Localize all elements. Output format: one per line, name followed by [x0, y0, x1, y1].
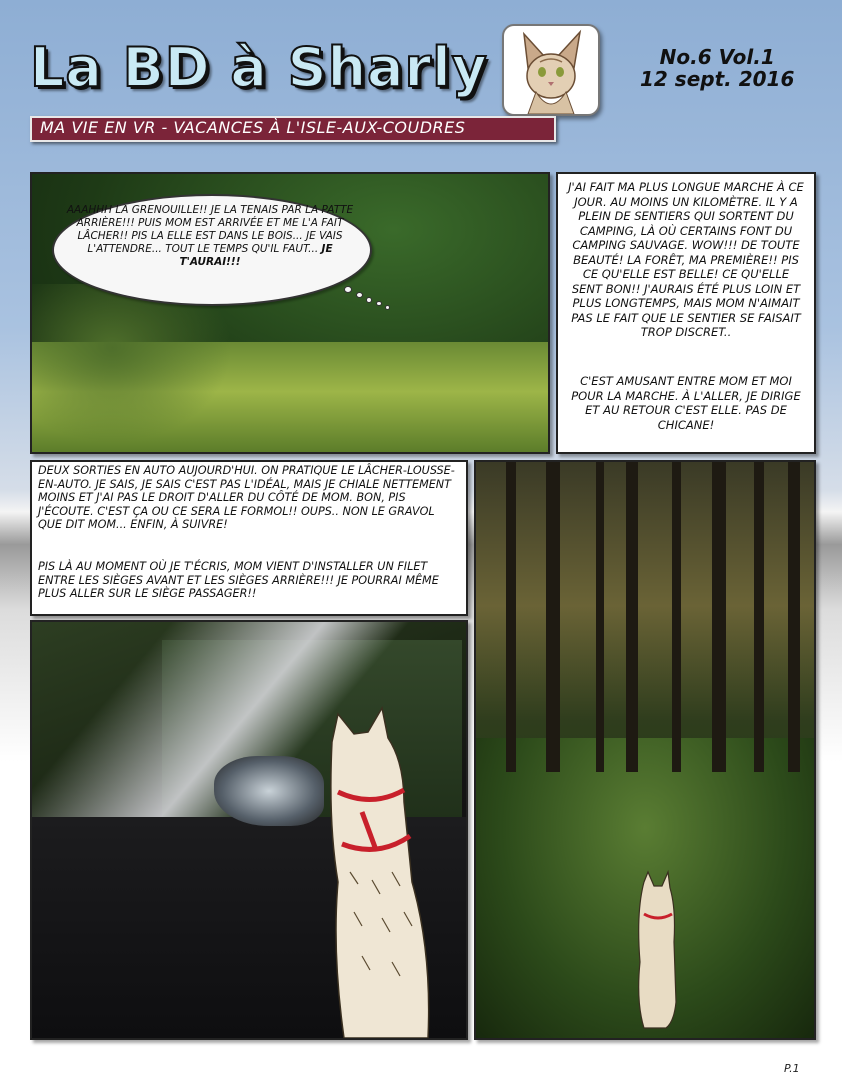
narration-box-car: [30, 460, 468, 616]
issue-info: [640, 46, 794, 90]
thought-dot: [356, 292, 363, 298]
thought-dot: [366, 297, 372, 303]
thought-dot: [344, 286, 352, 293]
sharly-cat-portrait: [502, 24, 600, 116]
issue-date: 12 sept. 2016: [640, 67, 795, 91]
narration-box-walk: [556, 172, 816, 454]
panel-cat-in-car: [30, 620, 468, 1040]
issue-number: No.6 Vol.1: [659, 45, 775, 69]
forest-cat-illustration: [476, 462, 814, 1038]
comic-title: La BD à Sharly: [30, 36, 488, 99]
narration-paragraph: C'EST AMUSANT ENTRE MOM ET MOI POUR LA MARCHE. À L'ALLER, JE DIRIGE ET AU RETOUR C'EST ELLE. PAS DE CHICANE!: [571, 374, 801, 432]
narration-paragraph: J'AI FAIT MA PLUS LONGUE MARCHE À CE JOUR. AU MOINS UN KILOMÈTRE. IL Y A PLEIN DE SENTIERS QUI SORTENT DU CAMPING, LÀ OÙ CERTAINS FONT DU CAMPING SAUVAGE. WOW!!! DE TOUTE BEAUTÉ! LA FORÊT, MA PREMIÈRE!! PIS CE QU'ELLE EST BELLE! CE QU'ELLE SENT BON!! J'AURAIS ÉTÉ PLUS LOIN ET PLUS LONGTEMPS, MAIS MOM N'AIMAIT PAS LE FAIT QUE LE SENTIER SE FAISAIT TROP DISCRET..: [568, 180, 804, 339]
thought-dot: [376, 301, 382, 306]
speech-text: AAAHHH LA GRENOUILLE!! JE LA TENAIS PAR LA PATTE ARRIÈRE!!! PUIS MOM EST ARRIVÉE ET ME L'A FAIT LÂCHER!! PIS LA ELLE EST DANS LE BOIS... JE VAIS L'ATTENDRE... TOUT LE TEMPS QU'IL FAUT...: [66, 204, 354, 255]
shadow-area: [32, 284, 232, 444]
narration-paragraph: PIS LÀ AU MOMENT OÙ JE T'ÉCRIS, MOM VIENT D'INSTALLER UN FILET ENTRE LES SIÈGES AVANT ET LES SIÈGES ARRIÈRE!!! JE POURRAI MÊME PLUS ALLER SUR LE SIÈGE PASSAGER!!: [38, 560, 439, 601]
thought-dot: [385, 305, 390, 310]
page-number: P.1: [784, 1062, 800, 1075]
speech-emphasis: JE T'AURAI!!!: [179, 243, 333, 268]
thought-bubble-text: [66, 204, 354, 269]
panel-cat-in-forest: [474, 460, 816, 1040]
car-cat-illustration: [32, 622, 466, 1038]
narration-paragraph: DEUX SORTIES EN AUTO AUJOURD'HUI. ON PRATIQUE LE LÂCHER-LOUSSE-EN-AUTO. JE SAIS, JE SAIS C'EST PAS L'IDÉAL, MAIS JE CHIALE NETTEMENT MOINS ET J'AI PAS LE DROIT D'ALLER DU CÔTÉ DE MOM. BON, PIS J'ÉCOUTE. C'EST ÇA OU CE SERA LE FORMOL!! OUPS.. NON LE GRAVOL QUE DIT MOM... ENFIN, À SUIVRE!: [38, 464, 455, 532]
subtitle-text: MA VIE EN VR - VACANCES À L'ISLE-AUX-COUDRES: [40, 118, 466, 137]
